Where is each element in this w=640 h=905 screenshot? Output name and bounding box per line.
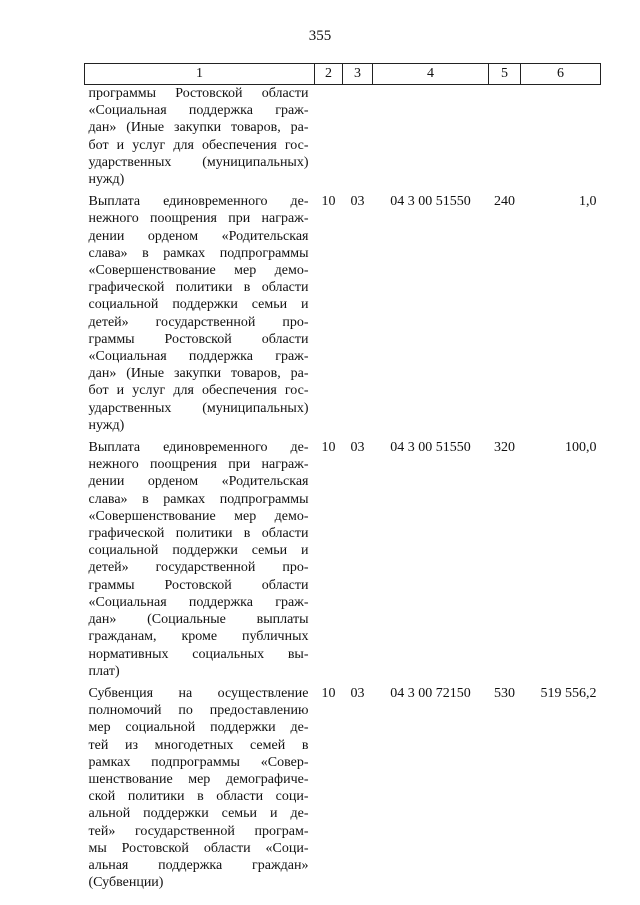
description-line: бот и услуг для обеспечения гос- [88, 383, 309, 399]
target-article-code: 04 3 00 51550 [390, 194, 471, 210]
header-col-4: 4 [373, 64, 489, 85]
subsection-code [343, 85, 373, 194]
amount: 100,0 [565, 440, 597, 456]
description-line: «Социальная поддержка граж- [88, 103, 309, 119]
row-description [85, 85, 315, 194]
target-article-code: 04 3 00 51550 [390, 440, 471, 456]
table-header [85, 64, 601, 85]
description-line: «Совершенствование мер демо- [88, 263, 309, 279]
header-col-1: 1 [85, 64, 315, 85]
description-line: альная поддержка граждан» [88, 857, 309, 873]
description-line: социальной поддержки семьи и [88, 297, 309, 313]
table-row [85, 685, 601, 896]
table-row [85, 439, 601, 685]
description-line: дан» (Социальные выплаты [88, 612, 309, 628]
description-line: нежного поощрения при награж- [88, 211, 309, 227]
description-line: Выплата единовременного де- [88, 440, 309, 456]
description-line: детей» государственной про- [88, 560, 309, 576]
description-line: графической политики в области [88, 526, 309, 542]
expense-type-code: 320 [494, 440, 515, 456]
description-line: детей» государственной про- [88, 314, 309, 330]
amount [521, 85, 601, 194]
header-col-2: 2 [315, 64, 343, 85]
description-line: программы Ростовской области [88, 86, 309, 101]
description-line: ской политики в области соци- [88, 789, 309, 805]
description-line: «Социальная поддержка граж- [88, 594, 309, 610]
subsection-code: 03 [350, 685, 365, 701]
description-line: граммы Ростовской области [88, 577, 309, 593]
description-line: тей из многодетных семей в [88, 737, 309, 753]
description-line: нужд) [88, 172, 125, 188]
description-line: мы Ростовской области «Соци- [88, 840, 309, 856]
table-row [85, 85, 601, 194]
description-line: слава» в рамках подпрограммы [88, 491, 309, 507]
description-line: ударственных (муниципальных) [88, 154, 309, 170]
description-line: граммы Ростовской области [88, 331, 309, 347]
description-line: нужд) [88, 417, 125, 433]
table-row [85, 193, 601, 439]
amount: 1,0 [579, 194, 597, 210]
header-col-6: 6 [521, 64, 601, 85]
header-col-3: 3 [343, 64, 373, 85]
target-article-code: 04 3 00 72150 [390, 685, 471, 701]
description-line: «Совершенствование мер демо- [88, 508, 309, 524]
expense-type-code [489, 85, 521, 194]
description-line: «Социальная поддержка граж- [88, 349, 309, 365]
section-code [315, 85, 343, 194]
row-description [85, 439, 315, 685]
description-line: дан» (Иные закупки товаров, ра- [88, 366, 309, 382]
row-description [85, 193, 315, 439]
description-line: полномочий по предоставлению [88, 703, 309, 719]
description-line: мер социальной поддержки де- [88, 720, 309, 736]
description-line: нежного поощрения при награж- [88, 457, 309, 473]
description-line: шенствование мер демографиче- [88, 771, 309, 787]
description-line: дан» (Иные закупки товаров, ра- [88, 120, 309, 136]
page-number: 355 [308, 28, 332, 44]
description-line: рамках подпрограммы «Совер- [88, 754, 309, 770]
target-article-code [373, 85, 489, 194]
description-line: ударственных (муниципальных) [88, 400, 309, 416]
header-row [85, 64, 601, 85]
budget-table [84, 63, 601, 896]
row-description [85, 685, 315, 896]
description-line: слава» в рамках подпрограммы [88, 245, 309, 261]
expense-type-code: 530 [494, 685, 515, 701]
description-line: (Субвенции) [88, 875, 164, 891]
table-body [85, 85, 601, 897]
section-code: 10 [321, 194, 336, 210]
expense-type-code: 240 [494, 194, 515, 210]
description-line: Субвенция на осуществление [88, 685, 309, 701]
description-line: социальной поддержки семьи и [88, 543, 309, 559]
description-line: альной поддержки семьи и де- [88, 806, 309, 822]
description-line: дении орденом «Родительская [88, 228, 309, 244]
amount: 519 556,2 [540, 685, 597, 701]
description-line: Выплата единовременного де- [88, 194, 309, 210]
subsection-code: 03 [350, 440, 365, 456]
description-line: нормативных социальных вы- [88, 646, 309, 662]
description-line: графической политики в области [88, 280, 309, 296]
description-line: гражданам, кроме публичных [88, 629, 309, 645]
description-line: плат) [88, 663, 120, 679]
description-line: дении орденом «Родительская [88, 474, 309, 490]
subsection-code: 03 [350, 194, 365, 210]
description-line: бот и услуг для обеспечения гос- [88, 137, 309, 153]
section-code: 10 [321, 685, 336, 701]
section-code: 10 [321, 440, 336, 456]
description-line: тей» государственной програм- [88, 823, 309, 839]
header-col-5: 5 [489, 64, 521, 85]
